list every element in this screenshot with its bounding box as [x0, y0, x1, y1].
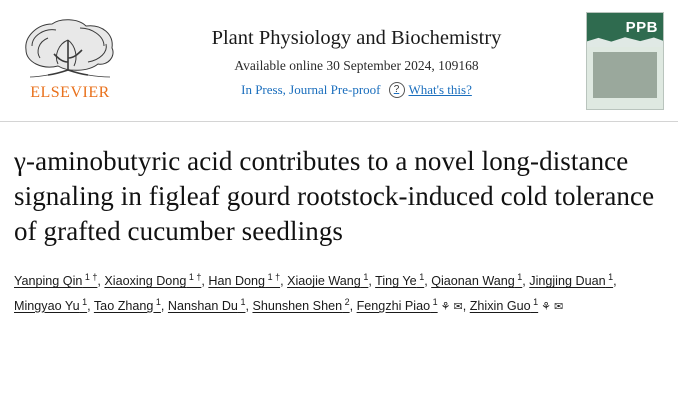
status-row [150, 82, 563, 98]
author-affiliation-marker: 1 [530, 296, 539, 307]
elsevier-tree-icon [18, 14, 122, 82]
envelope-icon[interactable]: ✉ [554, 300, 564, 313]
author-separator: , [522, 274, 530, 289]
author-separator: , [462, 298, 470, 313]
author-label: Zhixin Guo [469, 298, 531, 313]
author-label: Xiaojie Wang [287, 274, 361, 289]
cover-banner [587, 13, 663, 47]
question-mark-icon: ? [389, 82, 405, 98]
author-name[interactable] [14, 274, 97, 288]
person-icon[interactable]: ⚘ [440, 300, 451, 313]
author-name[interactable] [287, 274, 368, 288]
author-name[interactable] [93, 296, 161, 313]
author-affiliation-marker: 1 † [265, 272, 281, 283]
author-separator: , [613, 274, 617, 289]
author-name[interactable] [104, 274, 201, 288]
author-separator: , [368, 274, 376, 289]
author-label: Nanshan Du [167, 298, 238, 313]
cover-photo [593, 52, 657, 98]
journal-cover-thumbnail[interactable] [586, 12, 664, 110]
author-separator: , [201, 274, 209, 289]
author-name[interactable] [14, 296, 88, 313]
author-label: Qiaonan Wang [431, 274, 515, 289]
author-affiliation-marker: 1 [605, 272, 614, 283]
availability-line: Available online 30 September 2024, 109168 [234, 57, 479, 73]
author-affiliation-marker: 1 [514, 272, 523, 283]
author-separator: , [97, 274, 105, 289]
author-affiliation-marker: 1 [237, 296, 246, 307]
cover-image-area [587, 47, 663, 109]
author-separator: , [349, 298, 357, 313]
author-affiliation-marker: 1 [416, 272, 425, 283]
whats-this-link[interactable] [389, 82, 472, 98]
author-label: Shunshen Shen [252, 298, 343, 313]
author-separator: , [87, 298, 94, 313]
author-affiliation-marker: 1 [79, 296, 88, 307]
author-name[interactable] [208, 274, 280, 288]
author-affiliation-marker: 1 [153, 296, 161, 307]
author-list [0, 249, 678, 318]
author-affiliation-marker: 1 [360, 272, 369, 283]
page-title: γ-aminobutyric acid contributes to a novel long-distance signaling in figleaf gourd rootstock-induced cold tolerance of grafted cucumber seedlings [14, 146, 655, 247]
author-name[interactable] [356, 296, 438, 313]
author-label: Han Dong [208, 274, 266, 289]
author-separator: , [245, 298, 253, 313]
author-name[interactable] [431, 274, 522, 288]
author-label: Tao Zhang [93, 298, 154, 313]
author-name[interactable] [469, 296, 539, 313]
author-affiliation-marker: 1 [430, 296, 438, 307]
author-name[interactable] [252, 296, 350, 313]
author-name[interactable] [167, 296, 246, 313]
elsevier-logo[interactable] [14, 14, 126, 106]
journal-header [0, 0, 678, 122]
author-affiliation-marker: 2 [342, 296, 350, 307]
author-label: Yanping Qin [14, 274, 83, 289]
in-press-status[interactable]: In Press, Journal Pre-proof [241, 81, 381, 97]
author-label: Fengzhi Piao [356, 298, 431, 313]
author-label: Jingjing Duan [529, 274, 606, 289]
cover-abbrev: PPB [625, 19, 658, 36]
author-affiliation-marker: 1 † [82, 272, 98, 283]
author-name[interactable] [529, 274, 613, 288]
cover-footer-bar [587, 109, 663, 110]
journal-info [150, 26, 563, 98]
elsevier-wordmark: ELSEVIER [30, 84, 110, 101]
author-separator: , [280, 274, 288, 289]
author-label: Ting Ye [375, 274, 417, 289]
author-affiliation-marker: 1 † [186, 272, 202, 283]
whats-this-label: What's this? [408, 81, 472, 97]
author-separator: , [160, 298, 168, 313]
person-icon[interactable]: ⚘ [541, 300, 552, 313]
author-label: Xiaoxing Dong [104, 274, 187, 289]
journal-title: Plant Physiology and Biochemistry [211, 27, 502, 49]
author-separator: , [424, 274, 432, 289]
author-label: Mingyao Yu [14, 298, 80, 313]
author-name[interactable] [375, 274, 424, 288]
envelope-icon[interactable]: ✉ [453, 300, 463, 313]
